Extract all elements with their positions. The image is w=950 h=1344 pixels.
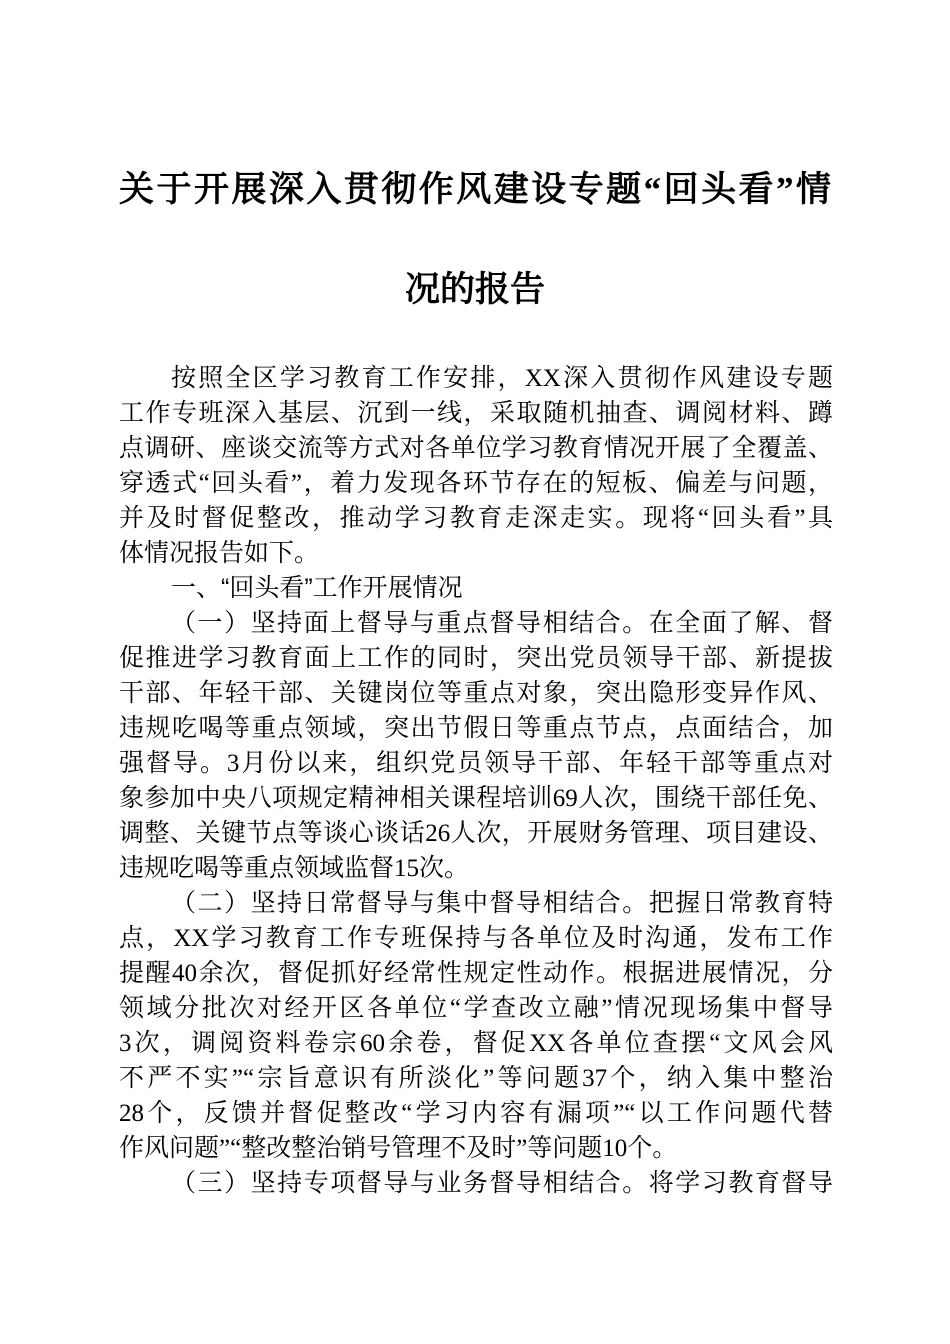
paragraph-line-text: 将学习教育督导 [648, 1169, 833, 1197]
paragraph-line: 违规吃喝等重点领域，突出节假日等重点节点，点面结合，加 [119, 714, 833, 742]
subsection-lead: （三）坚持专项督导与业务督导相结合。 [171, 1169, 649, 1197]
paragraph-line: 象参加中央八项规定精神相关课程培训69人次，围绕干部任免、 [119, 784, 833, 812]
section-heading: 一、“回头看”工作开展情况 [171, 573, 463, 602]
paragraph-line: 体情况报告如下。 [119, 539, 320, 567]
paragraph-line: 穿透式“回头看”，着力发现各环节存在的短板、偏差与问题， [119, 469, 833, 497]
paragraph-line: 按照全区学习教育工作安排，XX深入贯彻作风建设专题 [171, 364, 833, 392]
paragraph-line: 领域分批次对经开区各单位“学查改立融”情况现场集中督导 [119, 994, 833, 1022]
paragraph-line: 并及时督促整改，推动学习教育走深走实。现将“回头看”具 [119, 504, 833, 532]
paragraph-line: 促推进学习教育面上工作的同时，突出党员领导干部、新提拔 [119, 644, 833, 672]
paragraph-line: 不严不实”“宗旨意识有所淡化”等问题37个，纳入集中整治 [119, 1064, 833, 1092]
document-body [119, 361, 833, 1201]
subsection-lead: （二）坚持日常督导与集中督导相结合。 [171, 889, 649, 917]
paragraph-line: 提醒40余次，督促抓好经常性规定性动作。根据进展情况，分 [119, 959, 833, 987]
paragraph-line: 点调研、座谈交流等方式对各单位学习教育情况开展了全覆盖、 [119, 434, 833, 462]
title-line: 况的报告 [404, 270, 545, 309]
paragraph-line [119, 606, 833, 641]
paragraph-line: 违规吃喝等重点领域监督15次。 [119, 854, 470, 882]
paragraph-line: 点，XX学习教育工作专班保持与各单位及时沟通，发布工作 [119, 924, 833, 952]
subsection-3 [119, 1166, 833, 1201]
paragraph-line: 干部、年轻干部、关键岗位等重点对象，突出隐形变异作风、 [119, 679, 833, 707]
subsection-lead: （一）坚持面上督导与重点督导相结合。 [171, 609, 649, 637]
paragraph-line-text: 把握日常教育特 [648, 889, 833, 917]
paragraph-line [119, 1166, 833, 1201]
paragraph-line: 28个，反馈并督促整改“学习内容有漏项”“以工作问题代替 [119, 1099, 833, 1127]
paragraph-line: 工作专班深入基层、沉到一线，采取随机抽查、调阅材料、蹲 [119, 399, 833, 427]
paragraph-line: 作风问题”“整改整治销号管理不及时”等问题10个。 [119, 1134, 678, 1162]
document-title [119, 140, 831, 340]
intro-paragraph [119, 361, 833, 571]
paragraph-line: 3次，调阅资料卷宗60余卷，督促XX各单位查摆“文风会风 [119, 1029, 833, 1057]
subsection-2 [119, 886, 833, 1166]
paragraph-line: 调整、关键节点等谈心谈话26人次，开展财务管理、项目建设、 [119, 819, 833, 847]
title-line: 关于开展深入贯彻作风建设专题“回头看”情 [119, 170, 831, 209]
paragraph-line: 强督导。3月份以来，组织党员领导干部、年轻干部等重点对 [119, 749, 833, 777]
paragraph-line-text: 在全面了解、督 [648, 609, 833, 637]
subsection-1 [119, 606, 833, 886]
paragraph-line [119, 886, 833, 921]
